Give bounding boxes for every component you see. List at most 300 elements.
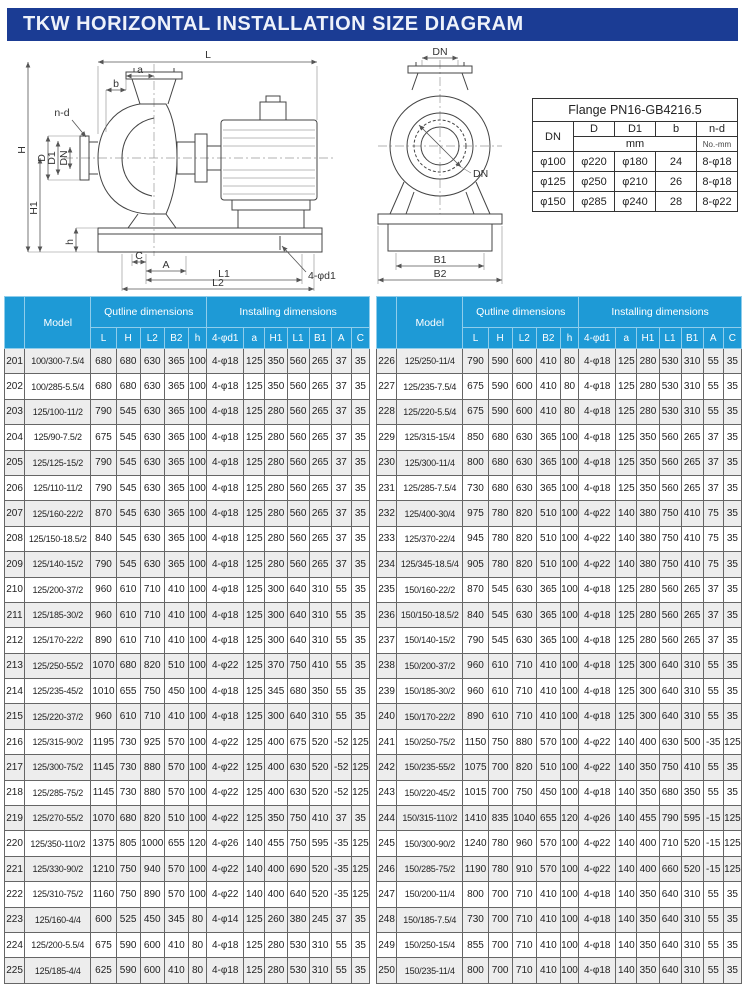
l-cell: 1160	[91, 882, 116, 907]
flange-cell: φ250	[574, 172, 615, 192]
table-row	[5, 704, 370, 729]
table-row	[5, 831, 370, 856]
b2-cell: 365	[164, 552, 188, 577]
l2-cell: 600	[512, 399, 536, 424]
table-row	[377, 856, 742, 881]
a-dim-cell: 37	[331, 475, 351, 500]
col-header-L: L	[91, 328, 116, 349]
c-cell: 35	[351, 679, 369, 704]
l1-cell: 640	[659, 704, 681, 729]
h-cell: 700	[488, 882, 512, 907]
l-cell: 800	[463, 882, 488, 907]
row-number: 246	[377, 856, 397, 881]
b2-cell: 655	[164, 831, 188, 856]
col-header-H1: H1	[265, 328, 287, 349]
a-cell: 125	[244, 425, 265, 450]
b1-cell: 310	[681, 704, 703, 729]
d1-cell: 4-φ18	[207, 577, 244, 602]
l2-cell: 710	[140, 577, 164, 602]
h-cell: 545	[116, 501, 140, 526]
h-cell: 680	[116, 374, 140, 399]
l1-cell: 560	[287, 475, 309, 500]
c-cell: 35	[351, 374, 369, 399]
h1-cell: 400	[265, 755, 287, 780]
h1-cell: 280	[637, 374, 659, 399]
h-cell: 545	[116, 425, 140, 450]
flange-row	[533, 192, 738, 212]
table-row	[377, 831, 742, 856]
c-cell: 35	[351, 907, 369, 932]
l2-cell: 820	[140, 653, 164, 678]
l2-cell: 710	[140, 628, 164, 653]
h-small-cell: 100	[188, 374, 206, 399]
a-cell: 125	[616, 450, 637, 475]
b1-cell: 520	[681, 831, 703, 856]
row-number: 220	[5, 831, 25, 856]
l2-cell: 710	[512, 653, 536, 678]
h1-cell: 300	[637, 679, 659, 704]
b2-cell: 365	[164, 450, 188, 475]
row-number: 224	[5, 932, 25, 957]
l-cell: 675	[91, 932, 116, 957]
l1-cell: 630	[287, 780, 309, 805]
row-number: 248	[377, 907, 397, 932]
h1-cell: 350	[637, 958, 659, 983]
l2-cell: 820	[140, 806, 164, 831]
h-small-cell: 80	[188, 907, 206, 932]
l1-cell: 560	[659, 628, 681, 653]
l2-cell: 630	[512, 577, 536, 602]
b2-cell: 410	[536, 374, 560, 399]
h-cell: 780	[488, 552, 512, 577]
h-cell: 610	[116, 602, 140, 627]
a-dim-cell: 55	[703, 679, 723, 704]
h1-cell: 350	[265, 806, 287, 831]
table-row	[377, 679, 742, 704]
d1-cell: 4-φ22	[579, 755, 616, 780]
dim-label-4d1: 4-φd1	[308, 270, 336, 282]
l1-cell: 750	[287, 806, 309, 831]
table-row	[5, 602, 370, 627]
dim-label-DN: DN	[58, 150, 70, 166]
b2-cell: 365	[164, 349, 188, 374]
h-small-cell: 100	[560, 704, 578, 729]
d1-cell: 4-φ18	[207, 679, 244, 704]
a-dim-cell: 37	[703, 475, 723, 500]
a-dim-cell: 37	[331, 806, 351, 831]
flange-row	[533, 172, 738, 192]
h-cell: 545	[116, 450, 140, 475]
h-small-cell: 100	[188, 399, 206, 424]
b2-cell: 365	[164, 475, 188, 500]
dim-label-D: D	[36, 154, 48, 162]
a-cell: 140	[244, 856, 265, 881]
a-cell: 125	[616, 653, 637, 678]
d1-cell: 4-φ22	[207, 856, 244, 881]
b2-cell: 570	[164, 882, 188, 907]
row-number: 239	[377, 679, 397, 704]
col-header-B1: B1	[309, 328, 331, 349]
d1-cell: 4-φ18	[579, 602, 616, 627]
b2-cell: 365	[536, 577, 560, 602]
model-cell: 100/300-7.5/4	[25, 349, 91, 374]
h-small-cell: 100	[188, 349, 206, 374]
table-row	[377, 653, 742, 678]
outline-group-header: Qutline dimensions	[463, 297, 579, 328]
b2-cell: 570	[164, 755, 188, 780]
b2-cell: 570	[536, 831, 560, 856]
model-cell: 150/220-45/2	[397, 780, 463, 805]
l1-cell: 640	[287, 577, 309, 602]
h-cell: 590	[488, 349, 512, 374]
a-cell: 140	[616, 882, 637, 907]
d1-cell: 4-φ22	[579, 729, 616, 754]
h-small-cell: 100	[560, 882, 578, 907]
dim-label-L2: L2	[212, 277, 224, 289]
l-cell: 730	[463, 907, 488, 932]
flange-row	[533, 152, 738, 172]
l1-cell: 640	[659, 653, 681, 678]
row-number: 205	[5, 450, 25, 475]
h-cell: 730	[116, 780, 140, 805]
motor-fins	[223, 130, 315, 194]
c-cell: 35	[723, 425, 741, 450]
row-number: 219	[5, 806, 25, 831]
h-small-cell: 100	[188, 729, 206, 754]
a-dim-cell: 55	[703, 958, 723, 983]
h1-cell: 455	[265, 831, 287, 856]
l-cell: 1410	[463, 806, 488, 831]
b1-cell: 410	[309, 653, 331, 678]
l2-cell: 630	[512, 602, 536, 627]
table-row	[377, 475, 742, 500]
h-cell: 680	[488, 450, 512, 475]
d1-cell: 4-φ18	[207, 399, 244, 424]
flange-col-d1: D1	[615, 122, 656, 137]
a-cell: 125	[244, 729, 265, 754]
h-cell: 700	[488, 755, 512, 780]
a-dim-cell: 37	[703, 425, 723, 450]
l2-cell: 630	[140, 399, 164, 424]
dim-label-nd: n-d	[54, 107, 70, 119]
b2-cell: 410	[164, 704, 188, 729]
c-cell: 35	[351, 501, 369, 526]
a-dim-cell: -35	[331, 882, 351, 907]
flange-col-dn: DN	[533, 122, 574, 152]
c-cell: 125	[723, 806, 741, 831]
flange-cell: φ220	[574, 152, 615, 172]
l1-cell: 680	[287, 679, 309, 704]
b1-cell: 265	[309, 399, 331, 424]
l1-cell: 560	[659, 450, 681, 475]
l-cell: 1145	[91, 755, 116, 780]
d1-cell: 4-φ18	[207, 501, 244, 526]
a-dim-cell: -15	[703, 831, 723, 856]
flange-cell: 8-φ22	[697, 192, 738, 212]
b1-cell: 265	[309, 526, 331, 551]
col-header-L2: L2	[140, 328, 164, 349]
b1-cell: 310	[681, 399, 703, 424]
l1-cell: 750	[287, 831, 309, 856]
b1-cell: 310	[309, 628, 331, 653]
l2-cell: 710	[512, 704, 536, 729]
d1-cell: 4-φ18	[579, 628, 616, 653]
h1-cell: 350	[637, 882, 659, 907]
h1-cell: 350	[637, 425, 659, 450]
l1-cell: 640	[287, 628, 309, 653]
h1-cell: 400	[265, 882, 287, 907]
row-number: 230	[377, 450, 397, 475]
l2-cell: 630	[512, 475, 536, 500]
b1-cell: 265	[681, 577, 703, 602]
a-cell: 140	[616, 526, 637, 551]
h-small-cell: 100	[188, 425, 206, 450]
table-row	[5, 475, 370, 500]
b1-cell: 520	[309, 882, 331, 907]
h-small-cell: 100	[560, 450, 578, 475]
a-cell: 140	[244, 882, 265, 907]
b1-cell: 265	[681, 450, 703, 475]
h-cell: 545	[116, 526, 140, 551]
a-cell: 140	[616, 806, 637, 831]
b2-cell: 410	[536, 907, 560, 932]
l2-cell: 880	[512, 729, 536, 754]
h-small-cell: 100	[188, 653, 206, 678]
row-number: 238	[377, 653, 397, 678]
table-row	[377, 501, 742, 526]
b1-cell: 310	[681, 932, 703, 957]
c-cell: 35	[723, 374, 741, 399]
table-row	[5, 653, 370, 678]
c-cell: 35	[351, 958, 369, 983]
flange-cell: 26	[656, 172, 697, 192]
d1-cell: 4-φ22	[579, 501, 616, 526]
a-cell: 140	[616, 552, 637, 577]
h-cell: 680	[488, 475, 512, 500]
l2-cell: 630	[140, 552, 164, 577]
l-cell: 1190	[463, 856, 488, 881]
h-small-cell: 80	[560, 349, 578, 374]
model-cell: 150/315-110/2	[397, 806, 463, 831]
h-small-cell: 100	[188, 526, 206, 551]
b1-cell: 500	[681, 729, 703, 754]
table-row	[5, 374, 370, 399]
size-tables	[4, 296, 742, 984]
h-small-cell: 100	[560, 907, 578, 932]
l1-cell: 560	[287, 501, 309, 526]
flange-cell: φ285	[574, 192, 615, 212]
row-number: 202	[5, 374, 25, 399]
a-dim-cell: 55	[331, 602, 351, 627]
c-cell: 35	[723, 932, 741, 957]
l2-cell: 630	[512, 450, 536, 475]
d1-cell: 4-φ18	[579, 374, 616, 399]
l-cell: 600	[91, 907, 116, 932]
a-dim-cell: 55	[703, 882, 723, 907]
col-header-H: H	[488, 328, 512, 349]
table-row	[377, 729, 742, 754]
flange-cell: 28	[656, 192, 697, 212]
col-header-a: a	[244, 328, 265, 349]
h-small-cell: 80	[188, 958, 206, 983]
h-small-cell: 100	[560, 958, 578, 983]
h1-cell: 280	[265, 932, 287, 957]
b1-cell: 265	[309, 475, 331, 500]
d1-cell: 4-φ22	[207, 653, 244, 678]
b2-cell: 570	[536, 729, 560, 754]
c-cell: 35	[351, 450, 369, 475]
model-cell: 125/330-90/2	[25, 856, 91, 881]
size-table-right	[376, 296, 742, 984]
h-cell: 545	[116, 475, 140, 500]
h1-cell: 280	[637, 399, 659, 424]
b1-cell: 410	[681, 755, 703, 780]
h-cell: 750	[116, 882, 140, 907]
l2-cell: 630	[140, 526, 164, 551]
a-cell: 140	[616, 780, 637, 805]
l-cell: 855	[463, 932, 488, 957]
model-cell: 125/150-18.5/2	[25, 526, 91, 551]
l-cell: 960	[91, 577, 116, 602]
a-dim-cell: 37	[331, 399, 351, 424]
table-row	[5, 349, 370, 374]
b2-cell: 410	[536, 932, 560, 957]
b1-cell: 410	[681, 552, 703, 577]
dim-label-L: L	[205, 49, 211, 61]
front-view-drawing	[350, 46, 550, 291]
row-number: 244	[377, 806, 397, 831]
model-cell: 125/220-37/2	[25, 704, 91, 729]
b2-cell: 570	[164, 780, 188, 805]
a-cell: 125	[244, 450, 265, 475]
model-cell: 150/235-11/4	[397, 958, 463, 983]
col-header-4d1: 4-φd1	[579, 328, 616, 349]
row-number: 237	[377, 628, 397, 653]
model-cell: 150/250-75/2	[397, 729, 463, 754]
a-dim-cell: 55	[703, 907, 723, 932]
l2-cell: 630	[140, 425, 164, 450]
a-cell: 125	[244, 602, 265, 627]
a-dim-cell: 37	[331, 907, 351, 932]
model-cell: 125/200-37/2	[25, 577, 91, 602]
c-cell: 125	[351, 831, 369, 856]
row-number: 234	[377, 552, 397, 577]
h-small-cell: 100	[560, 628, 578, 653]
b2-cell: 365	[536, 425, 560, 450]
dim-label-H: H	[16, 146, 28, 154]
table-row	[377, 602, 742, 627]
h1-cell: 345	[265, 679, 287, 704]
l2-cell: 750	[512, 780, 536, 805]
c-cell: 35	[723, 602, 741, 627]
b2-cell: 365	[164, 501, 188, 526]
dim-label-H1: H1	[28, 201, 40, 215]
l2-cell: 630	[140, 374, 164, 399]
a-dim-cell: 55	[331, 653, 351, 678]
b2-cell: 365	[164, 399, 188, 424]
h-small-cell: 100	[188, 882, 206, 907]
a-dim-cell: 75	[703, 501, 723, 526]
model-cell: 125/235-7.5/4	[397, 374, 463, 399]
col-header-B1: B1	[681, 328, 703, 349]
d1-cell: 4-φ18	[579, 780, 616, 805]
l1-cell: 750	[659, 552, 681, 577]
col-header-h: h	[560, 328, 578, 349]
h-small-cell: 100	[560, 501, 578, 526]
l2-cell: 710	[512, 907, 536, 932]
d1-cell: 4-φ18	[579, 425, 616, 450]
d1-cell: 4-φ18	[579, 958, 616, 983]
a-cell: 125	[244, 755, 265, 780]
model-cell: 150/170-22/2	[397, 704, 463, 729]
l2-cell: 820	[512, 552, 536, 577]
dim-label-h: h	[64, 239, 76, 245]
d1-cell: 4-φ18	[579, 577, 616, 602]
b2-cell: 365	[164, 425, 188, 450]
d1-cell: 4-φ18	[579, 882, 616, 907]
b1-cell: 310	[309, 602, 331, 627]
l-cell: 625	[91, 958, 116, 983]
b1-cell: 265	[309, 374, 331, 399]
a-cell: 125	[244, 806, 265, 831]
col-header-h: h	[188, 328, 206, 349]
b1-cell: 265	[309, 450, 331, 475]
h-small-cell: 100	[188, 806, 206, 831]
flange-cell: φ240	[615, 192, 656, 212]
c-cell: 35	[723, 552, 741, 577]
a-dim-cell: 55	[703, 780, 723, 805]
l2-cell: 890	[140, 882, 164, 907]
b2-cell: 365	[536, 628, 560, 653]
h1-cell: 280	[265, 958, 287, 983]
b2-cell: 365	[536, 450, 560, 475]
h-cell: 700	[488, 958, 512, 983]
flange-cell: φ100	[533, 152, 574, 172]
h-cell: 610	[488, 679, 512, 704]
a-cell: 125	[244, 907, 265, 932]
c-cell: 35	[723, 450, 741, 475]
table-row	[377, 577, 742, 602]
h1-cell: 300	[637, 653, 659, 678]
l2-cell: 910	[512, 856, 536, 881]
h1-cell: 300	[265, 628, 287, 653]
l1-cell: 675	[287, 729, 309, 754]
b2-cell: 510	[536, 501, 560, 526]
a-dim-cell: -15	[703, 806, 723, 831]
a-dim-cell: 55	[331, 679, 351, 704]
a-cell: 125	[616, 399, 637, 424]
l2-cell: 820	[512, 755, 536, 780]
a-dim-cell: -35	[331, 856, 351, 881]
d1-cell: 4-φ18	[207, 958, 244, 983]
row-number: 227	[377, 374, 397, 399]
size-table-left-body	[5, 349, 370, 984]
b2-cell: 510	[536, 755, 560, 780]
a-cell: 125	[244, 679, 265, 704]
a-cell: 125	[616, 602, 637, 627]
col-header-A: A	[331, 328, 351, 349]
table-row	[377, 704, 742, 729]
h-small-cell: 100	[560, 729, 578, 754]
l-cell: 1240	[463, 831, 488, 856]
l-cell: 1015	[463, 780, 488, 805]
a-dim-cell: 55	[703, 349, 723, 374]
d1-cell: 4-φ18	[207, 932, 244, 957]
h1-cell: 280	[637, 577, 659, 602]
b1-cell: 410	[681, 501, 703, 526]
col-header-a: a	[616, 328, 637, 349]
dim-label-D1: D1	[46, 151, 58, 165]
